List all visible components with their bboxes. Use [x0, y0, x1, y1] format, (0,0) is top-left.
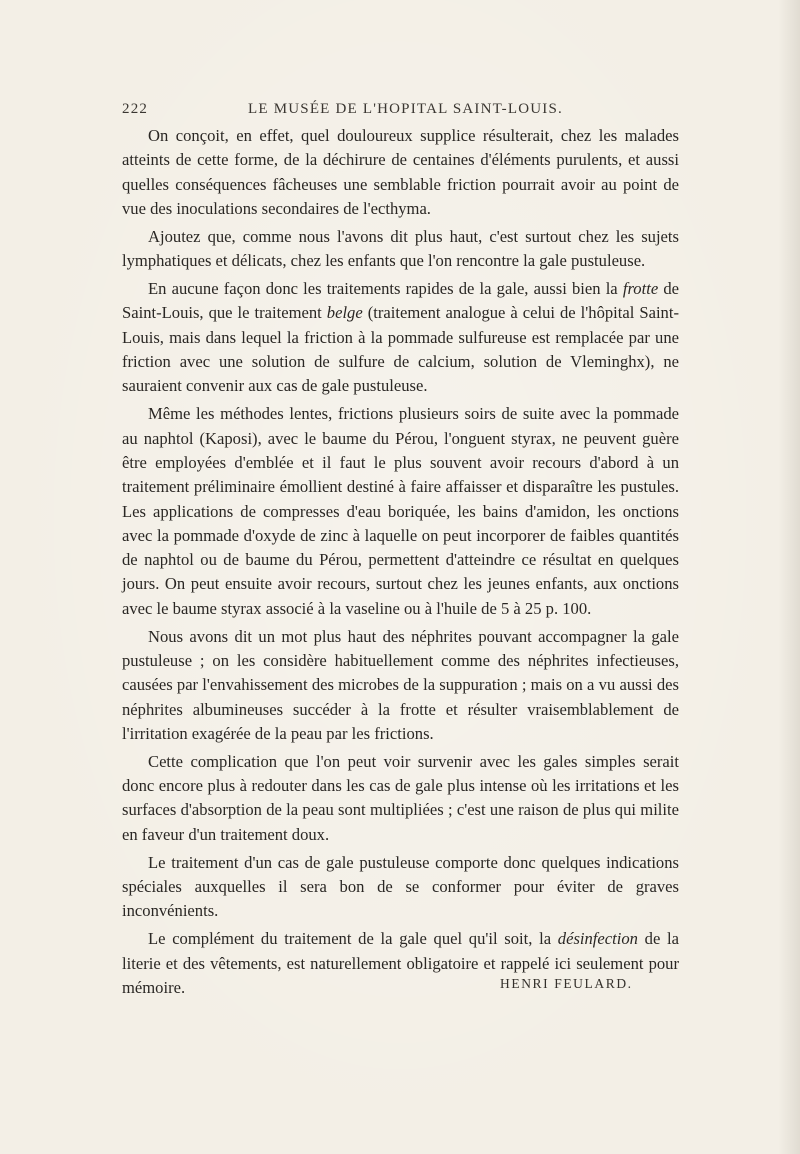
article-body: [122, 124, 679, 1000]
paragraph-5: Nous avons dit un mot plus haut des néphrites pouvant accompagner la gale pustuleuse ; on les considère habituellement comme des néphrites infectieuses, causées par l'envahissement des microbes de la suppuration ; mais on a vu aussi des néphrites albumineuses succéder à la frotte et résulter vraisemblablement de l'irritation exagérée de la peau par les frictions.: [122, 626, 679, 743]
paragraph-3-part-a: En aucune façon donc les traitements rapides de la gale, aussi bien la: [148, 279, 623, 299]
paragraph-3-part-c: (traitement analogue à celui de l'hôpital Saint-Louis, mais dans lequel la friction à la pommade sulfureuse est remplacée par une friction avec une solution de sulfure de calcium, solution de Vleminghx), ne sauraient convenir aux cas de gale pustuleuse.: [122, 303, 679, 396]
paragraph-8-part-b: de la literie et des vêtements, est naturellement obligatoire et rappelé ici seulement pour mémoire.: [122, 929, 679, 997]
paragraph-4: Même les méthodes lentes, frictions plusieurs soirs de suite avec la pommade au naphtol (Kaposi), avec le baume du Pérou, l'onguent styrax, ne peuvent guère être employées d'emblée et il faut le plus souvent avoir recours d'abord à un traitement préliminaire émollient destiné à faire affaisser et disparaître les pustules. Les applications de compresses d'eau boriquée, les bains d'amidon, les onctions avec la pommade d'oxyde de zinc à laquelle on peut incorporer de faibles quantités de naphtol ou de baume du Pérou, permettent d'atteindre ce résultat en quelques jours. On peut ensuite avoir recours, surtout chez les jeunes enfants, aux onctions avec le baume styrax associé à la vaseline ou à l'huile de 5 à 25 p. 100.: [122, 404, 679, 618]
paragraph-1: On conçoit, en effet, quel douloureux supplice résulterait, chez les malades atteints de cette forme, de la déchirure de centaines d'éléments purulents, et aussi quelles conséquences fâcheuses une semblable friction pourrait avoir au point de vue des inoculations secondaires de l'ecthyma.: [122, 126, 679, 218]
paragraph-8-part-a: Le complément du traitement de la gale quel qu'il soit, la: [148, 929, 558, 949]
paragraph-3: [122, 277, 679, 398]
paragraph-2: Ajoutez que, comme nous l'avons dit plus haut, c'est surtout chez les sujets lymphatiques et délicats, chez les enfants que l'on rencontre la gale pustuleuse.: [122, 226, 679, 271]
page-edge-shadow: [778, 0, 800, 1154]
term-belge: belge: [326, 303, 363, 323]
paragraph-3-part-b: de Saint-Louis, que le traitement: [122, 279, 680, 323]
paragraph-7: Le traitement d'un cas de gale pustuleuse comporte donc quelques indications spéciales auxquelles il sera bon de se conformer pour éviter de graves inconvénients.: [122, 852, 679, 921]
running-title: LE MUSÉE DE L'HOPITAL SAINT-LOUIS.: [248, 101, 563, 117]
term-frotte: frotte: [622, 279, 659, 299]
term-desinfection: désinfection: [557, 929, 638, 949]
page-header: [122, 101, 679, 123]
author-signature: HENRI FEULARD.: [500, 976, 633, 991]
page-number: 222: [122, 101, 149, 117]
paragraph-6: Cette complication que l'on peut voir survenir avec les gales simples serait donc encore plus à redouter dans les cas de gale plus intense où les irritations et les surfaces d'absorption de la peau sont multipliées ; c'est une raison de plus qui milite en faveur d'un traitement doux.: [122, 751, 679, 844]
